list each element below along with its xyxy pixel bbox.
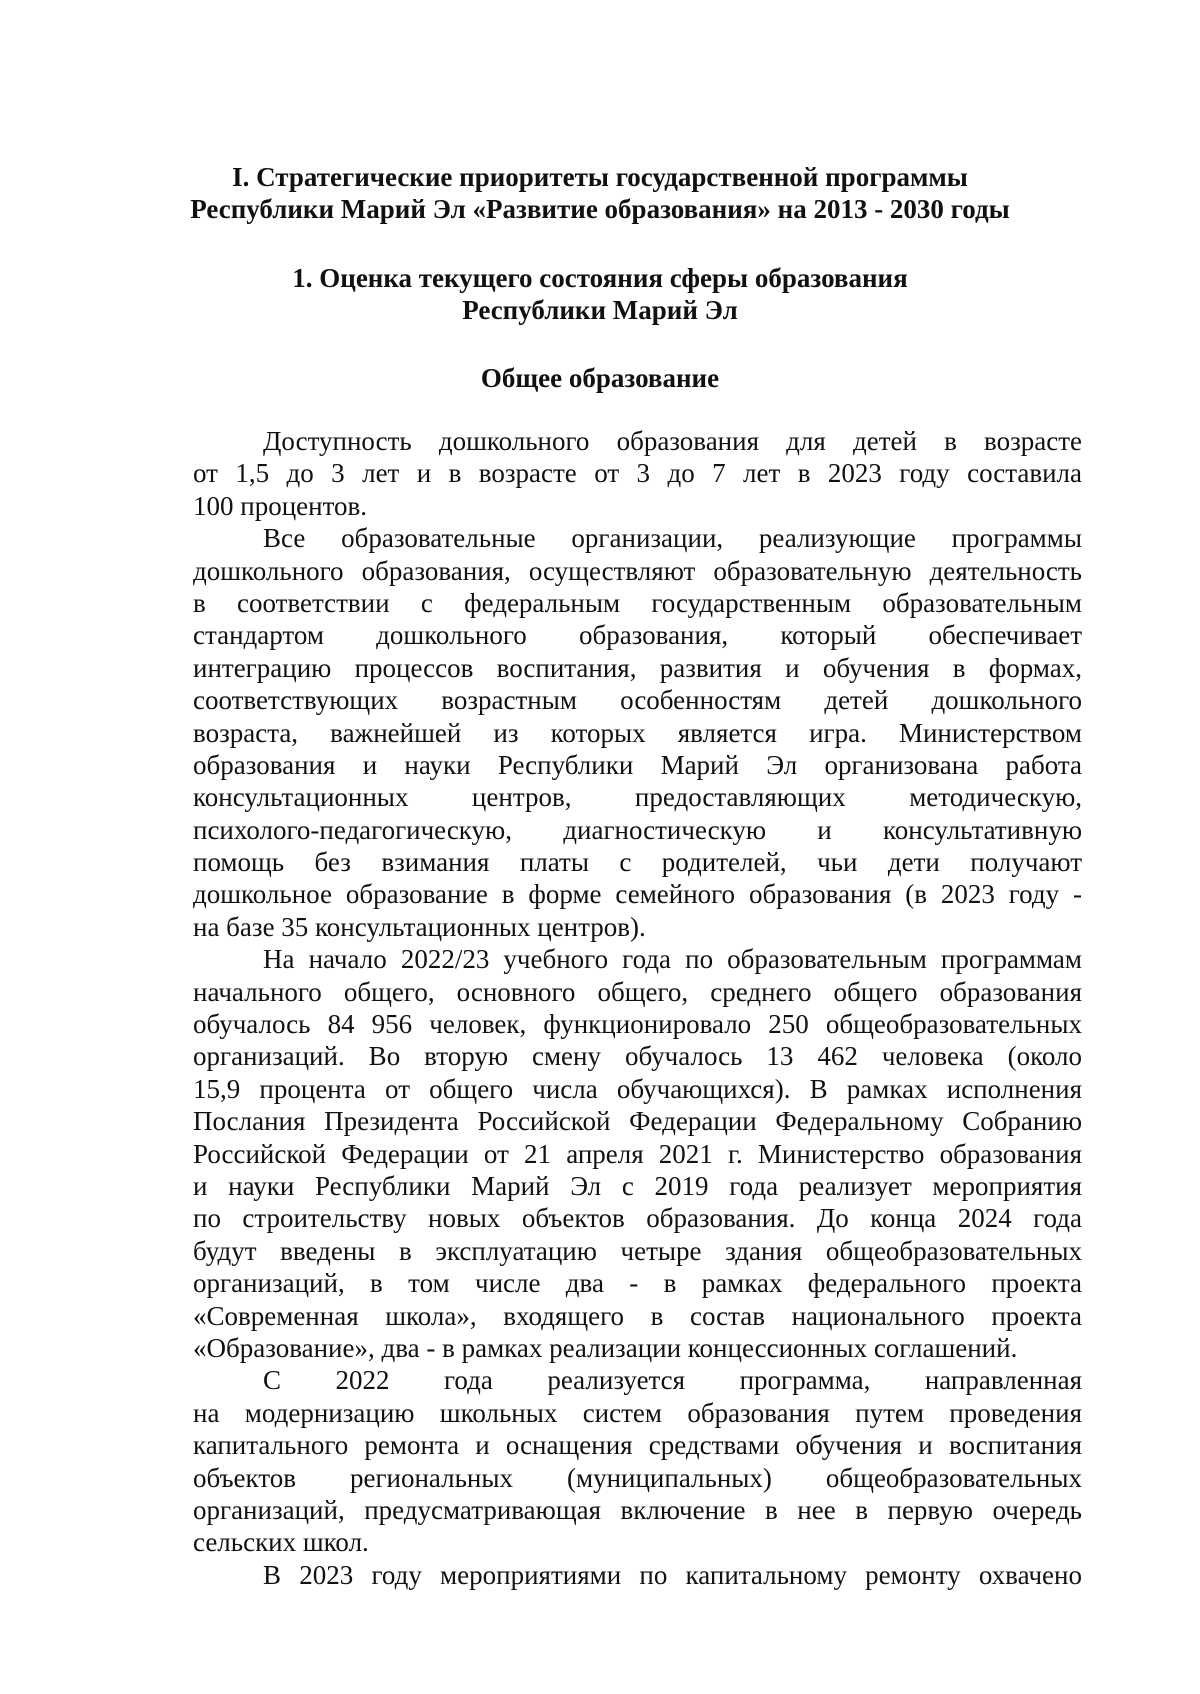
paragraph-line: Российской Федерации от 21 апреля 2021 г. Министерство образования [193, 1138, 1082, 1169]
paragraph-line: Доступность дошкольного образования для детей в возрасте [263, 426, 1082, 456]
paragraph-line: в соответствии с федеральным государственным образовательным [193, 587, 1082, 618]
section-title [0, 262, 1200, 326]
paragraph [193, 943, 1082, 1364]
paragraph-line: соответствующих возрастным особенностям детей дошкольного [193, 685, 1082, 716]
paragraph-line: организаций, предусматривающая включение в нее в первую очередь [193, 1494, 1082, 1525]
paragraph-line: дошкольного образования, осуществляют образовательную деятельность [193, 555, 1082, 586]
paragraph-line: Послания Президента Российской Федерации Федеральному Собранию [193, 1106, 1082, 1137]
paragraph-line: психолого-педагогическую, диагностическую и консультативную [193, 814, 1082, 845]
paragraph-line: от 1,5 до 3 лет и в возрасте от 3 до 7 лет в 2023 году составила [193, 458, 1082, 489]
document-title [0, 161, 1200, 225]
paragraph-line: объектов региональных (муниципальных) общеобразовательных [193, 1462, 1082, 1493]
paragraph-line: 15,9 процента от общего числа обучающихся). В рамках исполнения [193, 1073, 1082, 1104]
paragraph [193, 1559, 1082, 1591]
paragraph [193, 425, 1082, 522]
paragraph-line: В 2023 году мероприятиями по капитальному ремонту охвачено [263, 1559, 1082, 1590]
title-line: Республики Марий Эл «Развитие образования» на 2013 - 2030 годы [190, 194, 1010, 224]
paragraph-line: и науки Республики Марий Эл с 2019 года реализует мероприятия [193, 1170, 1082, 1201]
subsection-title-text: Общее образование [480, 363, 720, 393]
paragraph-line: 100 процентов. [193, 490, 368, 521]
paragraph-line: на базе 35 консультационных центров). [193, 911, 646, 942]
paragraph-line: На начало 2022/23 учебного года по образовательным программам [263, 944, 1082, 975]
paragraph-line: образования и науки Республики Марий Эл организована работа [193, 749, 1082, 780]
paragraph-line: обучалось 84 956 человек, функционировало 250 общеобразовательных [193, 1009, 1082, 1040]
section-title-line: 1. Оценка текущего состояния сферы образования [292, 263, 908, 293]
section-title-line: Республики Марий Эл [462, 295, 738, 325]
paragraph-line: дошкольное образование в форме семейного образования (в 2023 году - [193, 879, 1082, 910]
paragraph [193, 522, 1082, 943]
body-text [193, 425, 1082, 1591]
paragraph-line: консультационных центров, предоставляющих методическую, [193, 782, 1082, 813]
paragraph-line: организаций. Во вторую смену обучалось 13 462 человека (около [193, 1041, 1082, 1072]
paragraph-line: помощь без взимания платы с родителей, чьи дети получают [193, 847, 1082, 878]
paragraph-line: на модернизацию школьных систем образования путем проведения [193, 1397, 1082, 1428]
paragraph-line: «Современная школа», входящего в состав национального проекта [193, 1300, 1082, 1331]
paragraph [193, 1364, 1082, 1558]
paragraph-line: капитального ремонта и оснащения средствами обучения и воспитания [193, 1430, 1082, 1461]
title-line: I. Стратегические приоритеты государственной программы [232, 162, 968, 192]
paragraph-line: будут введены в эксплуатацию четыре здания общеобразовательных [193, 1235, 1082, 1266]
paragraph-line: возраста, важнейшей из которых является игра. Министерством [193, 717, 1082, 748]
paragraph-line: по строительству новых объектов образования. До конца 2024 года [193, 1203, 1082, 1234]
subsection-title [0, 362, 1200, 394]
paragraph-line: начального общего, основного общего, среднего общего образования [193, 976, 1082, 1007]
paragraph-line: С 2022 года реализуется программа, направленная [263, 1365, 1082, 1396]
paragraph-line: «Образование», два - в рамках реализации концессионных соглашений. [193, 1332, 1018, 1363]
paragraph-line: стандартом дошкольного образования, который обеспечивает [193, 620, 1082, 651]
paragraph-line: сельских школ. [193, 1527, 369, 1558]
paragraph-line: интеграцию процессов воспитания, развития и обучения в формах, [193, 652, 1082, 683]
paragraph-line: организаций, в том числе два - в рамках федерального проекта [193, 1268, 1082, 1299]
paragraph-line: Все образовательные организации, реализующие программы [263, 523, 1082, 554]
